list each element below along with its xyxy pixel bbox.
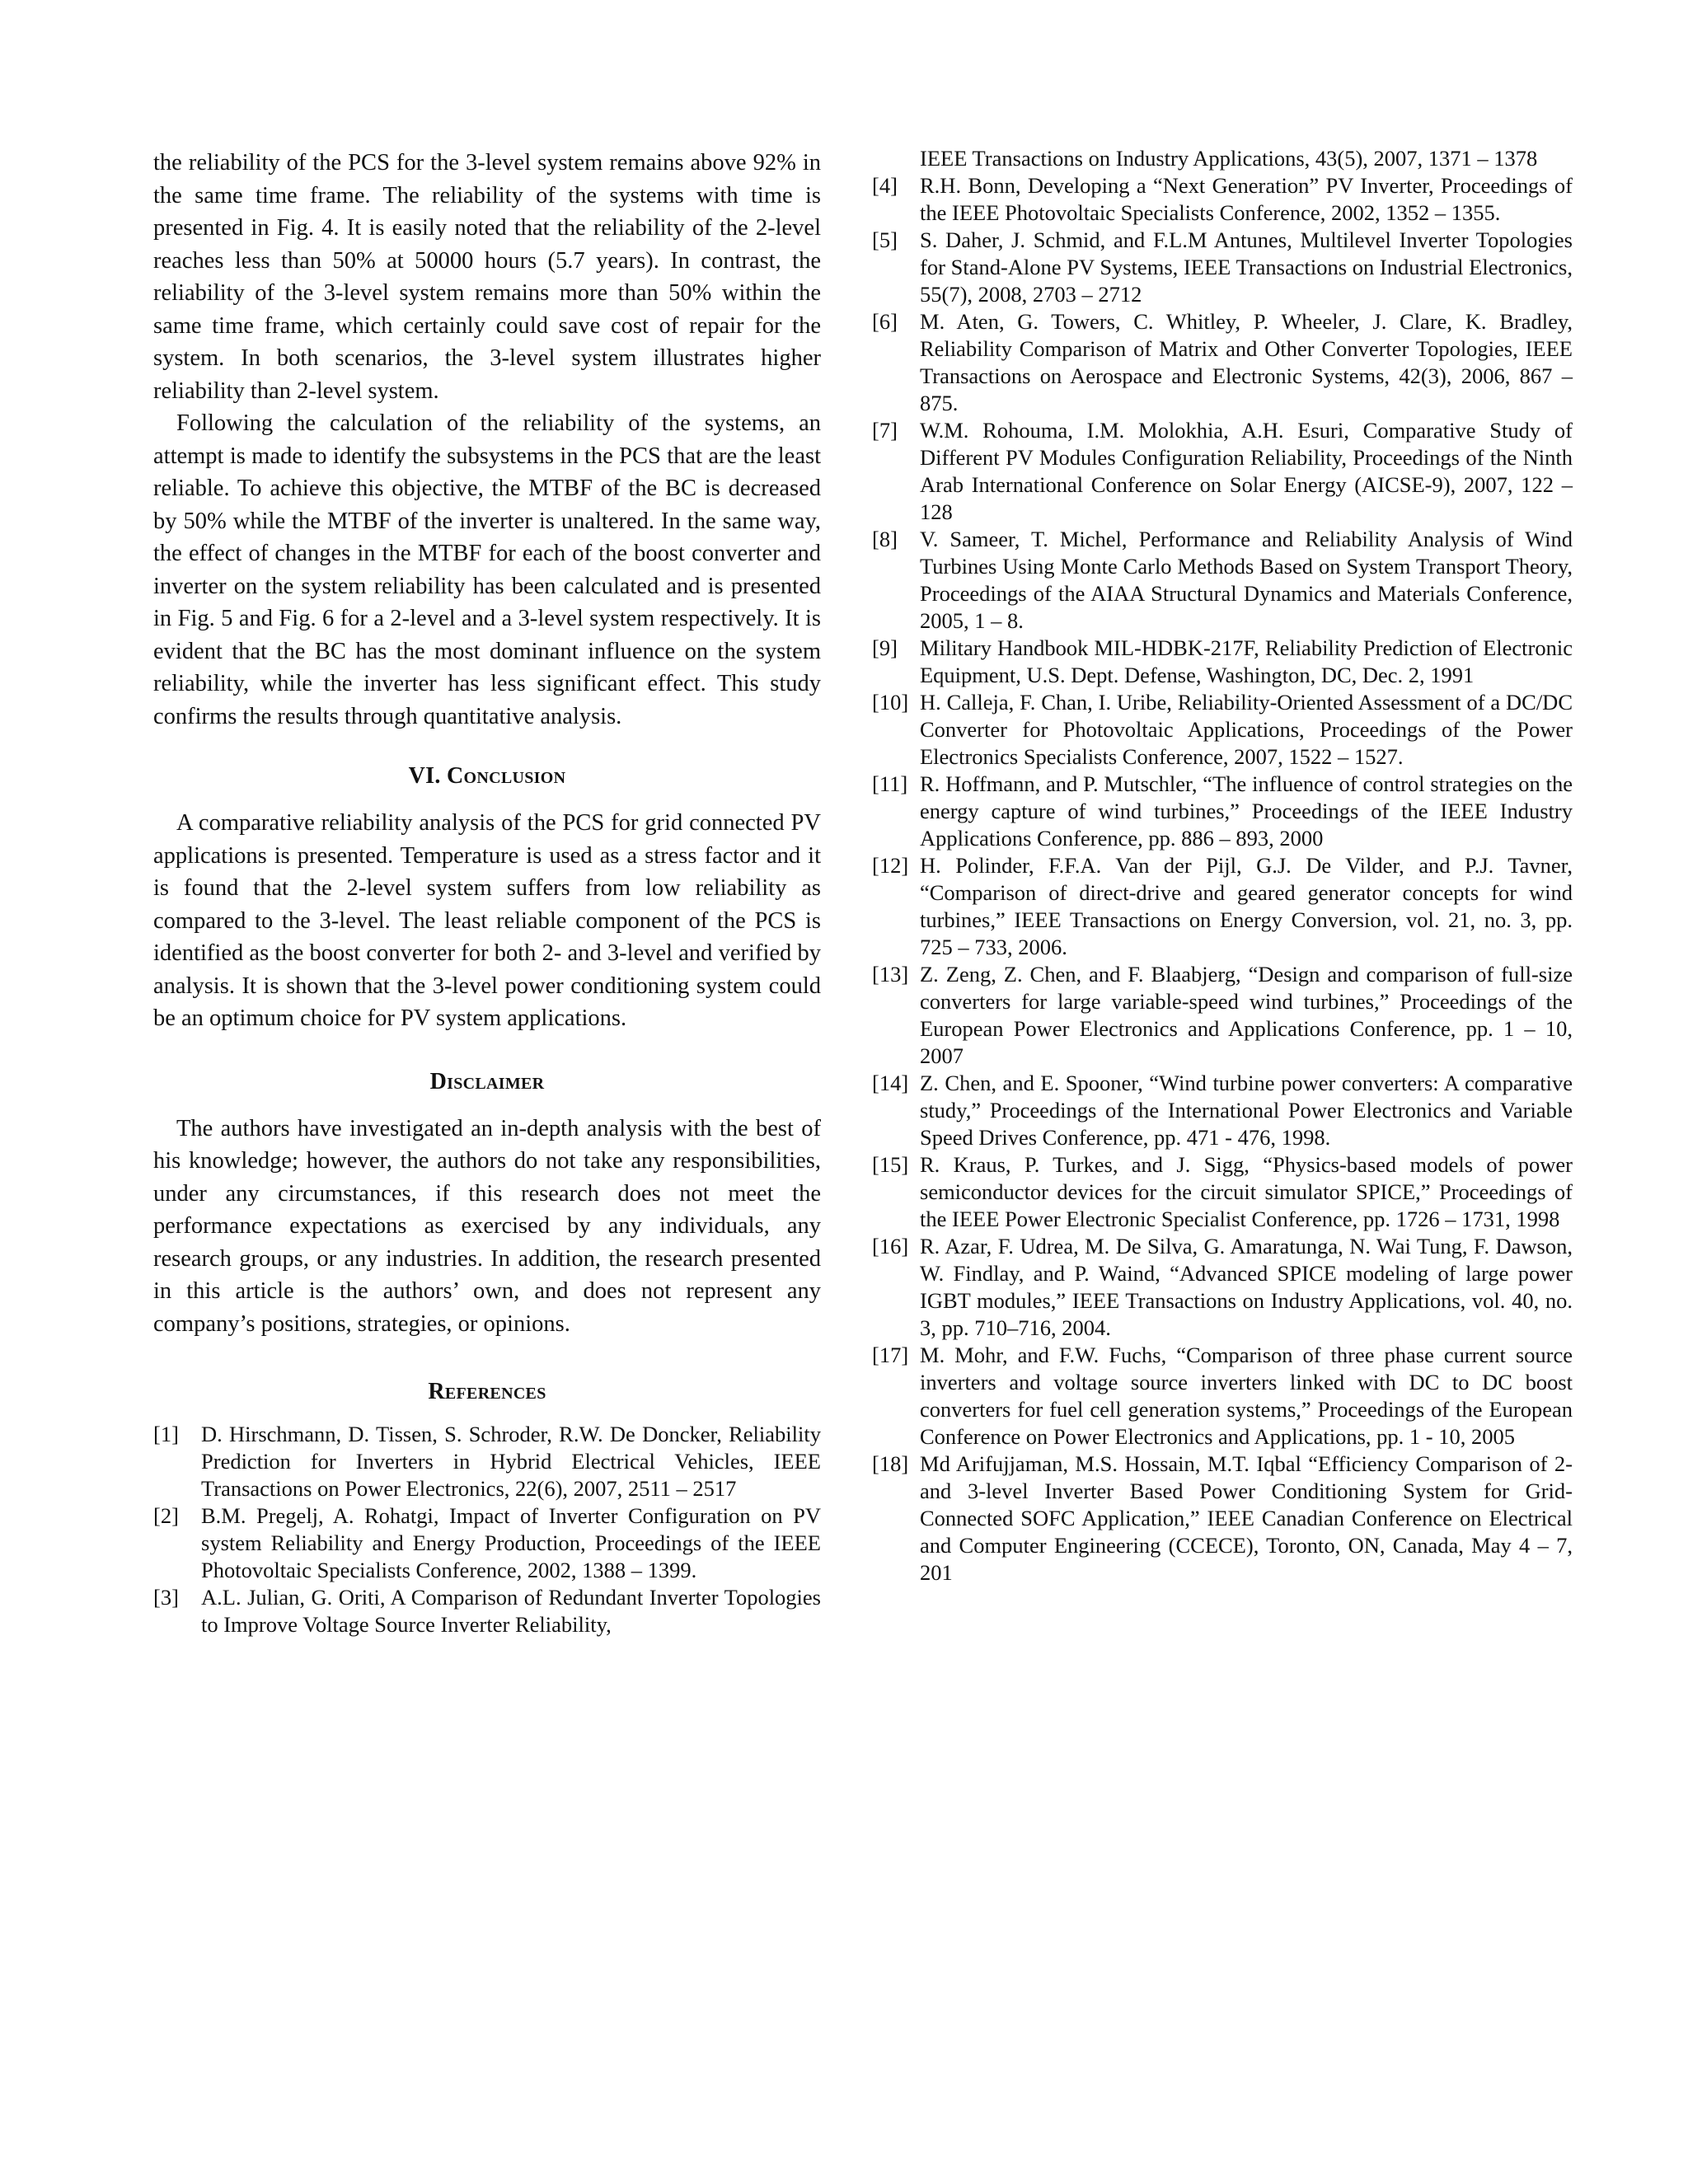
right-column xyxy=(872,145,1573,1586)
reference-item xyxy=(872,526,1573,635)
reference-text: A.L. Julian, G. Oriti, A Comparison of Redundant Inverter Topologies to Improve Voltage Source Inverter Reliability, xyxy=(201,1585,821,1637)
reference-number: [6] xyxy=(872,309,898,334)
reference-text: M. Mohr, and F.W. Fuchs, “Comparison of three phase current source inverters and voltage source inverters linked with DC to DC boost converters for fuel cell generation systems,” Proceedings of the European Conference on Power Electronics and Applications, pp. 1 - 10, 2005 xyxy=(920,1343,1573,1449)
reference-number: [11] xyxy=(872,771,908,796)
reference-text: D. Hirschmann, D. Tissen, S. Schroder, R.W. De Doncker, Reliability Prediction for Inverters in Hybrid Electrical Vehicles, IEEE Transactions on Power Electronics, 22(6), 2007, 2511 – 2517 xyxy=(201,1422,821,1501)
reference-item xyxy=(872,417,1573,526)
reference-text: Z. Chen, and E. Spooner, “Wind turbine power converters: A comparative study,” Proceedings of the International Power Electronics and Variable Speed Drives Conference, pp. 471 - 476, 1998. xyxy=(920,1071,1573,1150)
reference-item xyxy=(872,1342,1573,1451)
reference-number: [17] xyxy=(872,1343,909,1367)
conclusion-heading: VI. Conclusion xyxy=(408,763,566,789)
reference-item xyxy=(872,771,1573,852)
left-column xyxy=(153,147,821,1638)
reference-item xyxy=(872,308,1573,417)
reference-text: M. Aten, G. Towers, C. Whitley, P. Wheeler, J. Clare, K. Bradley, Reliability Comparison of Matrix and Other Converter Topologies, IEEE Transactions on Aerospace and Electronic Systems, 42(3), 2006, 867 – 875. xyxy=(920,309,1573,415)
reference-number: [18] xyxy=(872,1451,909,1476)
reference-item xyxy=(153,1502,821,1584)
reference-text: R. Azar, F. Udrea, M. De Silva, G. Amaratunga, N. Wai Tung, F. Dawson, W. Findlay, and P. Waind, “Advanced SPICE modeling of large power IGBT modules,” IEEE Transactions on Industry Applications, vol. 40, no. 3, pp. 710–716, 2004. xyxy=(920,1234,1573,1340)
reference-item xyxy=(153,1421,821,1502)
reference-text: W.M. Rohouma, I.M. Molokhia, A.H. Esuri, Comparative Study of Different PV Modules Configuration Reliability, Proceedings of the Ninth Arab International Conference on Solar Energy (AICSE-9), 2007, 122 – 128 xyxy=(920,418,1573,524)
results-paragraph-2: Following the calculation of the reliability of the systems, an attempt is made to identify the subsystems in the PCS that are the least reliable. To achieve this objective, the MTBF of the BC is decreased by 50% while the MTBF of the inverter is unaltered. In the same way, the effect of changes in the MTBF for each of the boost converter and inverter on the system reliability has been calculated and is presented in Fig. 5 and Fig. 6 for a 2-level and a 3-level system respectively. It is evident that the BC has the most dominant influence on the system reliability, while the inverter has less significant effect. This study confirms the results through quantitative analysis. xyxy=(153,410,821,729)
reference-text: B.M. Pregelj, A. Rohatgi, Impact of Inverter Configuration on PV system Reliability and Energy Production, Proceedings of the IEEE Photovoltaic Specialists Conference, 2002, 1388 – 1399. xyxy=(201,1503,821,1582)
reference-number: [3] xyxy=(153,1585,179,1610)
conclusion-paragraph: A comparative reliability analysis of the PCS for grid connected PV applications is presented. Temperature is used as a stress factor and it is found that the 2-level system suffers from low reliability as compared to the 3-level. The least reliable component of the PCS is identified as the boost converter for both 2- and 3-level and verified by analysis. It is shown that the 3-level power conditioning system could be an optimum choice for PV system applications. xyxy=(153,810,821,1031)
reference-item xyxy=(872,1070,1573,1151)
reference-item xyxy=(872,852,1573,961)
reference-text: IEEE Transactions on Industry Applications, 43(5), 2007, 1371 – 1378 xyxy=(920,146,1538,171)
references-heading: References xyxy=(428,1379,546,1404)
reference-number: [13] xyxy=(872,962,909,987)
reference-item xyxy=(153,1584,821,1638)
reference-item-continued xyxy=(872,145,1573,172)
reference-item xyxy=(872,1151,1573,1233)
reference-text: H. Polinder, F.F.A. Van der Pijl, G.J. De Vilder, and P.J. Tavner, “Comparison of direct-drive and geared generator concepts for wind turbines,” IEEE Transactions on Energy Conversion, vol. 21, no. 3, pp. 725 – 733, 2006. xyxy=(920,853,1573,959)
reference-item xyxy=(872,961,1573,1070)
reference-item xyxy=(872,689,1573,771)
results-paragraph-1: the reliability of the PCS for the 3-level system remains above 92% in the same time frame. The reliability of the systems with time is presented in Fig. 4. It is easily noted that the reliability of the 2-level reaches less than 50% at 50000 hours (5.7 years). In contrast, the reliability of the 3-level system remains more than 50% within the same time frame, which certainly could save cost of repair for the system. In both scenarios, the 3-level system illustrates higher reliability than 2-level system. xyxy=(153,150,821,404)
reference-number: [8] xyxy=(872,527,898,551)
reference-number: [2] xyxy=(153,1503,179,1528)
reference-number: [12] xyxy=(872,853,909,878)
reference-number: [5] xyxy=(872,227,898,252)
reference-text: R. Kraus, P. Turkes, and J. Sigg, “Physics-based models of power semiconductor devices for the circuit simulator SPICE,” Proceedings of the IEEE Power Electronic Specialist Conference, pp. 1726 – 1731, 1998 xyxy=(920,1152,1573,1231)
reference-text: R. Hoffmann, and P. Mutschler, “The influence of control strategies on the energy capture of wind turbines,” Proceedings of the IEEE Industry Applications Conference, pp. 886 – 893, 2000 xyxy=(920,771,1573,851)
reference-item xyxy=(872,1451,1573,1586)
reference-item xyxy=(872,172,1573,227)
references-list-right xyxy=(872,145,1573,1586)
reference-number: [16] xyxy=(872,1234,909,1258)
disclaimer-heading: Disclaimer xyxy=(429,1068,545,1094)
reference-item xyxy=(872,227,1573,308)
reference-number: [10] xyxy=(872,690,909,715)
reference-item xyxy=(872,1233,1573,1342)
disclaimer-paragraph: The authors have investigated an in-depth analysis with the best of his knowledge; however, the authors do not take any responsibilities, under any circumstances, if this research does not meet the performance expectations as exercised by any individuals, any research groups, or any industries. In addition, the research presented in this article is the authors’ own, and does not represent any company’s positions, strategies, or opinions. xyxy=(153,1115,821,1337)
reference-text: H. Calleja, F. Chan, I. Uribe, Reliability-Oriented Assessment of a DC/DC Converter for Photovoltaic Applications, Proceedings of the Power Electronics Specialists Conference, 2007, 1522 – 1527. xyxy=(920,690,1573,769)
reference-item xyxy=(872,635,1573,689)
reference-number: [4] xyxy=(872,173,898,198)
reference-number: [1] xyxy=(153,1422,179,1446)
reference-number: [14] xyxy=(872,1071,909,1095)
reference-text: V. Sameer, T. Michel, Performance and Reliability Analysis of Wind Turbines Using Monte Carlo Methods Based on System Transport Theory, Proceedings of the AIAA Structural Dynamics and Materials Conference, 2005, 1 – 8. xyxy=(920,527,1573,633)
reference-text: Z. Zeng, Z. Chen, and F. Blaabjerg, “Design and comparison of full-size converters for large variable-speed wind turbines,” Proceedings of the European Power Electronics and Applications Conference, pp. 1 – 10, 2007 xyxy=(920,962,1573,1068)
reference-text: Military Handbook MIL-HDBK-217F, Reliability Prediction of Electronic Equipment, U.S. Dept. Defense, Washington, DC, Dec. 2, 1991 xyxy=(920,635,1573,687)
reference-text: R.H. Bonn, Developing a “Next Generation” PV Inverter, Proceedings of the IEEE Photovoltaic Specialists Conference, 2002, 1352 – 1355. xyxy=(920,173,1573,225)
reference-number xyxy=(872,145,920,172)
references-list-left xyxy=(153,1421,821,1638)
reference-text: S. Daher, J. Schmid, and F.L.M Antunes, Multilevel Inverter Topologies for Stand-Alone PV Systems, IEEE Transactions on Industrial Electronics, 55(7), 2008, 2703 – 2712 xyxy=(920,227,1573,307)
reference-number: [7] xyxy=(872,418,898,443)
reference-number: [9] xyxy=(872,635,898,660)
reference-text: Md Arifujjaman, M.S. Hossain, M.T. Iqbal “Efficiency Comparison of 2- and 3-level Inverter Based Power Conditioning System for Grid-Connected SOFC Application,” IEEE Canadian Conference on Electrical and Computer Engineering (CCECE), Toronto, ON, Canada, May 4 – 7, 201 xyxy=(920,1451,1573,1585)
reference-number: [15] xyxy=(872,1152,909,1177)
